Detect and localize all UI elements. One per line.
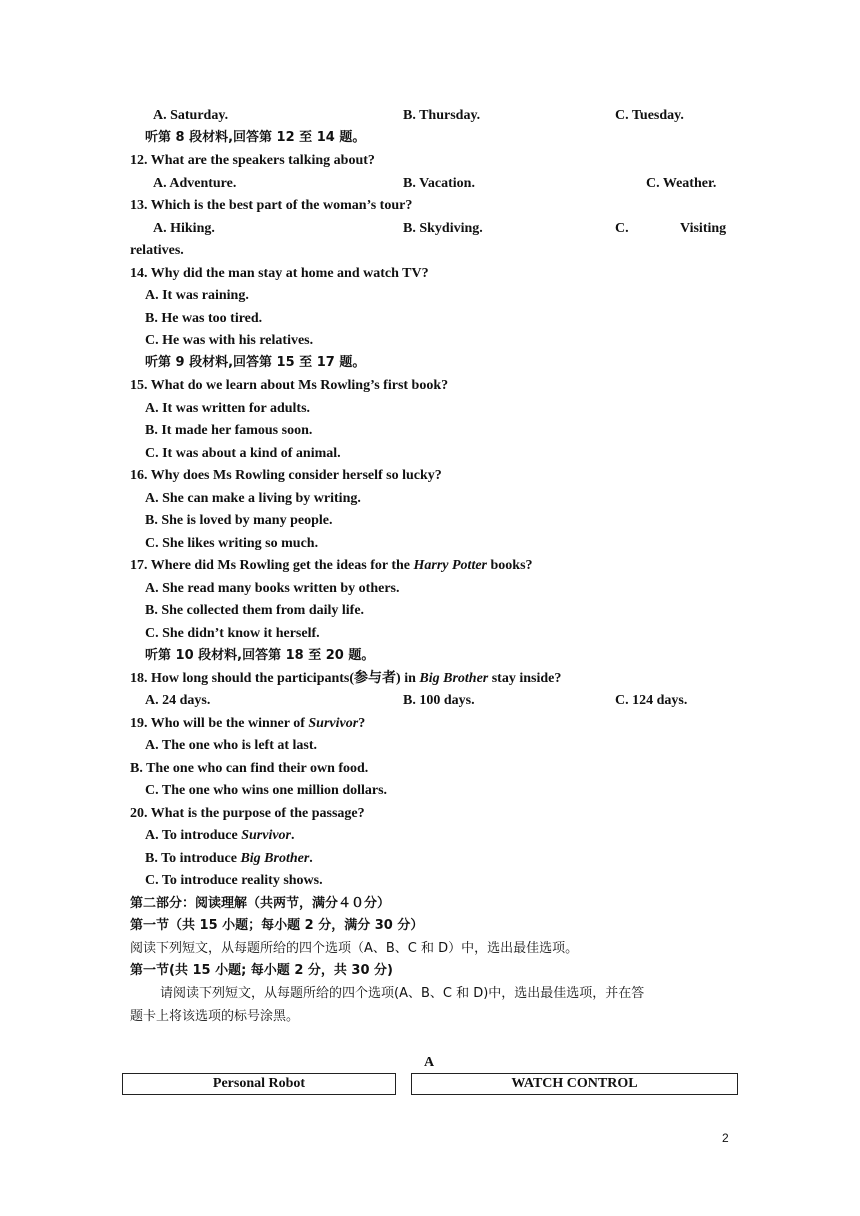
q20-stem: 20. What is the purpose of the passage? — [130, 806, 365, 821]
q19-option-b: B. The one who can find their own food. — [130, 761, 369, 776]
q17-option-b: B. She collected them from daily life. — [145, 603, 365, 618]
q17-option-c: C. She didn’t know it herself. — [145, 626, 320, 641]
q11-option-c: C. Tuesday. — [615, 108, 684, 123]
q15-option-c: C. It was about a kind of animal. — [145, 446, 341, 461]
q11-option-a: A. Saturday. — [153, 108, 229, 123]
q13-stem: 13. Which is the best part of the woman’s tour? — [130, 198, 413, 213]
q13-option-c-text: Visiting — [680, 221, 727, 236]
q16-option-a: A. She can make a living by writing. — [145, 491, 361, 506]
q14-stem: 14. Why did the man stay at home and watch TV? — [130, 266, 429, 281]
q13-option-c-label: C. — [615, 221, 629, 236]
q13-option-c-text-cont: relatives. — [130, 243, 184, 258]
section-1-heading-alt: 第一节(共 15 小题; 每小题 2 分，共 30 分) — [130, 963, 393, 978]
section-10-instruction: 听第 10 段材料,回答第 18 至 20 题。 — [145, 648, 375, 663]
reading-instruction-detail: 请阅读下列短文，从每题所给的四个选项(A、B、C 和 D)中，选出最佳选项，并在答 — [160, 986, 645, 1001]
q18-stem: 18. How long should the participants(参与者) in Big Brother stay inside? — [130, 671, 562, 686]
section-9-instruction: 听第 9 段材料,回答第 15 至 17 题。 — [145, 355, 366, 370]
q16-option-c: C. She likes writing so much. — [145, 536, 319, 551]
reading-instruction: 阅读下列短文，从每题所给的四个选项（A、B、C 和 D）中，选出最佳选项。 — [130, 941, 579, 956]
reading-instruction-detail-cont: 题卡上将该选项的标号涂黑。 — [130, 1009, 300, 1024]
q15-option-b: B. It made her famous soon. — [145, 423, 313, 438]
q12-option-c: C. Weather. — [646, 176, 717, 191]
q14-option-c: C. He was with his relatives. — [145, 333, 314, 348]
q20-option-b: B. To introduce Big Brother. — [145, 851, 313, 866]
q19-option-a: A. The one who is left at last. — [145, 738, 318, 753]
q12-stem: 12. What are the speakers talking about? — [130, 153, 375, 168]
q18-option-b: B. 100 days. — [403, 693, 475, 708]
q14-option-a: A. It was raining. — [145, 288, 249, 303]
part-2-heading: 第二部分：阅读理解（共两节，满分４０分） — [130, 896, 391, 911]
q18-option-c: C. 124 days. — [615, 693, 688, 708]
q11-option-b: B. Thursday. — [403, 108, 481, 123]
q14-option-b: B. He was too tired. — [145, 311, 263, 326]
q20-option-c: C. To introduce reality shows. — [145, 873, 323, 888]
q17-option-a: A. She read many books written by others. — [145, 581, 400, 596]
table-header-watch-control: WATCH CONTROL — [411, 1073, 738, 1095]
page-number: 2 — [722, 1131, 729, 1145]
q18-option-a: A. 24 days. — [145, 693, 211, 708]
table-header-personal-robot: Personal Robot — [122, 1073, 396, 1095]
section-8-instruction: 听第 8 段材料,回答第 12 至 14 题。 — [145, 130, 366, 145]
q13-option-b: B. Skydiving. — [403, 221, 483, 236]
section-1-heading: 第一节（共 15 小题；每小题 2 分，满分 30 分） — [130, 918, 424, 933]
q13-option-a: A. Hiking. — [153, 221, 215, 236]
q19-stem: 19. Who will be the winner of Survivor? — [130, 716, 366, 731]
q19-option-c: C. The one who wins one million dollars. — [145, 783, 388, 798]
q15-option-a: A. It was written for adults. — [145, 401, 311, 416]
q15-stem: 15. What do we learn about Ms Rowling’s first book? — [130, 378, 449, 393]
q20-option-a: A. To introduce Survivor. — [145, 828, 295, 843]
passage-label: A — [424, 1055, 435, 1070]
q16-option-b: B. She is loved by many people. — [145, 513, 333, 528]
q17-stem: 17. Where did Ms Rowling get the ideas for the Harry Potter books? — [130, 558, 533, 573]
q16-stem: 16. Why does Ms Rowling consider herself so lucky? — [130, 468, 442, 483]
q12-option-b: B. Vacation. — [403, 176, 475, 191]
q12-option-a: A. Adventure. — [153, 176, 237, 191]
